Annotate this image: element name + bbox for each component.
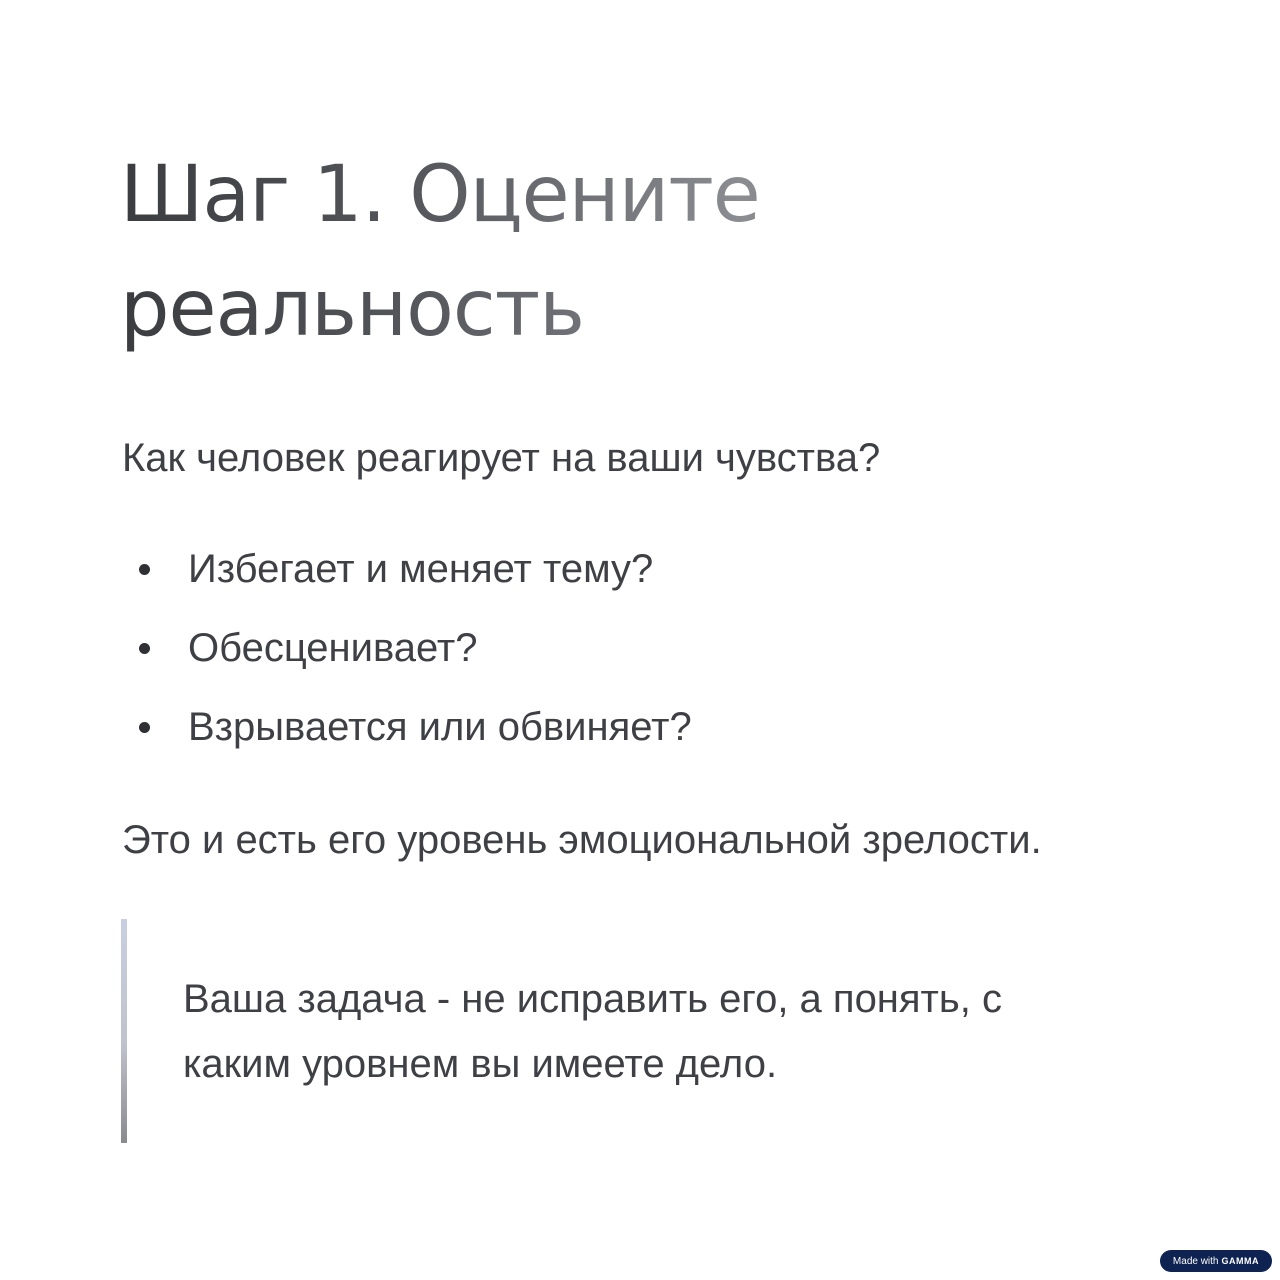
title-line-1: Шаг 1. Оцените	[120, 150, 760, 240]
title-line-2: реальность	[120, 264, 585, 354]
question-text: Как человек реагирует на ваши чувства?	[122, 436, 881, 480]
list-item-text: Взрывается или обвиняет?	[188, 705, 692, 749]
list-item-text: Избегает и меняет тему?	[188, 547, 654, 591]
callout-line-2: каким уровнем вы имеете дело.	[183, 1042, 778, 1086]
list-item	[122, 541, 692, 620]
bullet-dot-icon	[139, 643, 150, 654]
list-item	[122, 699, 692, 778]
list-item-text: Обесценивает?	[188, 626, 478, 670]
reaction-list	[122, 541, 692, 778]
list-item	[122, 620, 692, 699]
callout-accent-bar	[121, 919, 127, 1143]
page-title	[120, 138, 1120, 366]
bullet-dot-icon	[139, 722, 150, 733]
conclusion-text: Это и есть его уровень эмоциональной зрелости.	[122, 818, 1042, 862]
callout-line-1: Ваша задача - не исправить его, а понять, с	[183, 977, 1002, 1021]
gamma-logo: GAMMA	[1221, 1256, 1259, 1266]
callout-text	[183, 967, 1143, 1097]
bullet-dot-icon	[139, 564, 150, 575]
badge-prefix: Made with	[1172, 1255, 1219, 1267]
made-with-gamma-badge[interactable]	[1160, 1250, 1272, 1272]
